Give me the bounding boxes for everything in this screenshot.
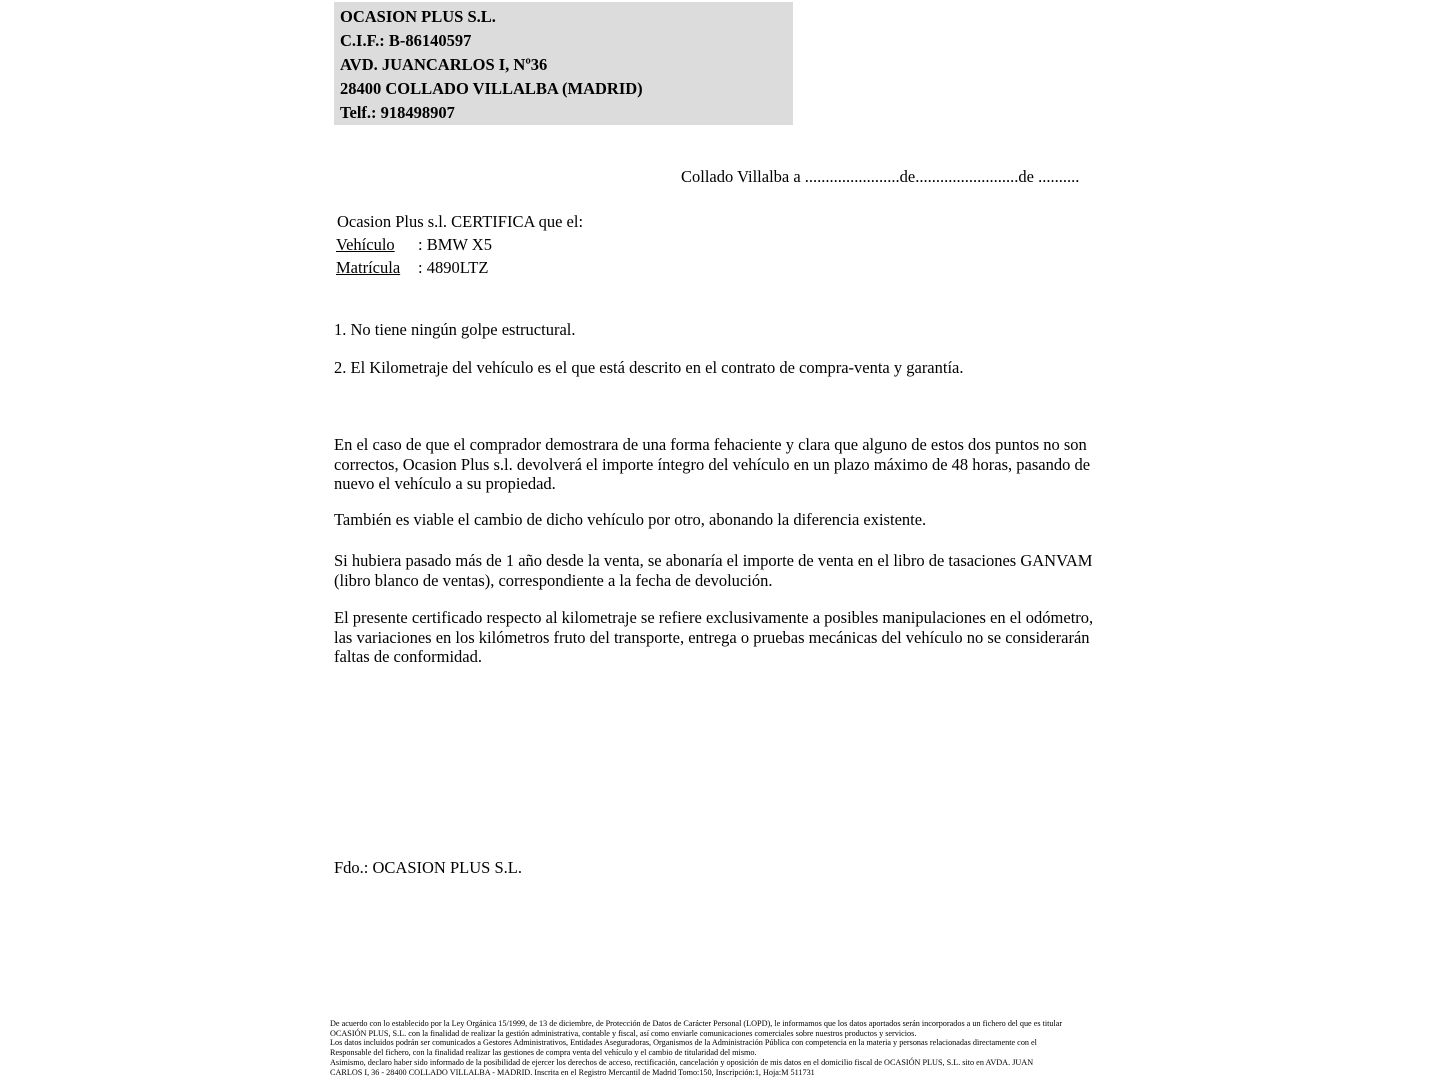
company-address-line1: AVD. JUANCARLOS I, Nº36 <box>340 55 548 74</box>
paragraph-refund-terms: En el caso de que el comprador demostrara de una forma fehaciente y clara que alguno de estos dos puntos no son correctos, Ocasion Plus s.l. devolverá el importe íntegro del vehículo en un plazo máximo de 48 horas, pasando de nuevo el vehículo a su propiedad. <box>334 435 1091 494</box>
signature-line: Fdo.: OCASION PLUS S.L. <box>334 858 522 877</box>
vehicle-label-wrap <box>336 235 418 255</box>
company-cif: C.I.F.: B-86140597 <box>340 31 472 50</box>
paragraph-odometer-disclaimer: El presente certificado respecto al kilometraje se refiere exclusivamente a posibles manipulaciones en el odómetro, las variaciones en los kilómetros fruto del transporte, entrega o pruebas mecánicas del vehículo no se considerarán faltas de conformidad. <box>334 608 1094 667</box>
certificate-intro: Ocasion Plus s.l. CERTIFICA que el: <box>337 212 584 231</box>
plate-value: : 4890LTZ <box>418 258 489 277</box>
legal-footer-line-1: De acuerdo con lo establecido por la Ley Orgánica 15/1999, de 13 de diciembre, de Protección de Datos de Carácter Personal (LOPD), le informamos que los datos aportados serán incorporados a un fichero del que es titular <box>330 1019 1063 1028</box>
legal-footer-line-6: CARLOS I, 36 - 28400 COLLADO VILLALBA - MADRID. Inscrita en el Registro Mercantil de Madrid Tomo:150, Inscripción:1, Hoja:M 511731 <box>330 1067 815 1077</box>
paragraph-ganvam-valuation: Si hubiera pasado más de 1 año desde la venta, se abonaría el importe de venta en el libro de tasaciones GANVAM (libro blanco de ventas), correspondiente a la fecha de devolución. <box>334 551 1093 590</box>
vehicle-label: Vehículo <box>336 235 395 254</box>
plate-label-wrap <box>336 258 418 278</box>
plate-field-line <box>336 258 488 278</box>
vehicle-field-line <box>336 235 492 255</box>
plate-label: Matrícula <box>336 258 401 277</box>
legal-footer-line-5: Asimismo, declaro haber sido informado de la posibilidad de ejercer los derechos de acceso, rectificación, cancelación y oposición de mis datos en el domicilio fiscal de OCASIÓN PLUS, S.L. sito en AVDA. JUAN <box>330 1057 1034 1067</box>
company-name: OCASION PLUS S.L. <box>340 7 496 26</box>
company-phone: Telf.: 918498907 <box>340 103 455 122</box>
clause-2: 2. El Kilometraje del vehículo es el que está descrito en el contrato de compra-venta y garantía. <box>334 358 964 377</box>
legal-footer-line-4: Responsable del fichero, con la finalidad realizar las gestiones de compra venta del vehículo y el cambio de titularidad del mismo. <box>330 1048 757 1058</box>
legal-footer-line-2: OCASIÓN PLUS, S.L. con la finalidad de realizar la gestión administrativa, contable y fiscal, así como enviarle comunicaciones comerciales sobre nuestros productos y servicios. <box>330 1028 917 1038</box>
legal-footer <box>330 1019 1120 1077</box>
paragraph-exchange-option: También es viable el cambio de dicho vehículo por otro, abonando la diferencia existente. <box>334 510 927 529</box>
company-header-box <box>334 2 793 125</box>
company-address-line2: 28400 COLLADO VILLALBA (MADRID) <box>340 79 643 98</box>
legal-footer-line-3: Los datos incluidos podrán ser comunicados a Gestores Administrativos, Entidades Aseguradoras, Organismos de la Administración Pública con competencia en la materia y personas relacionadas directamente con el <box>330 1038 1037 1048</box>
date-fill-in-line: Collado Villalba a .......................de.........................de .......... <box>681 167 1080 186</box>
clause-1: 1. No tiene ningún golpe estructural. <box>334 320 576 339</box>
vehicle-value: : BMW X5 <box>418 235 492 254</box>
